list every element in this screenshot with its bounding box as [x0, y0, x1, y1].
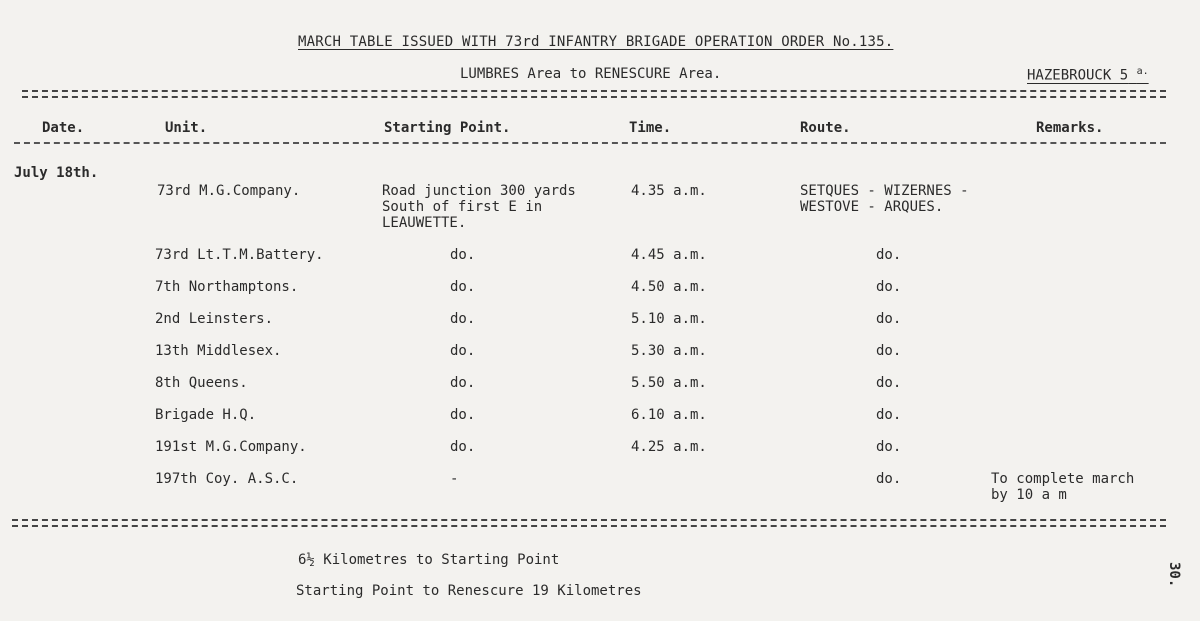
route-cell [800, 183, 969, 215]
remarks-line: To complete march [991, 471, 1135, 487]
route-cell: do. [876, 343, 902, 359]
header-starting-point: Starting Point. [384, 120, 511, 136]
time-cell: 4.35 a.m. [631, 183, 707, 199]
date-value: July 18th. [14, 165, 99, 181]
unit-cell: 191st M.G.Company. [155, 439, 307, 455]
unit-cell: 73rd Lt.T.M.Battery. [155, 247, 324, 263]
unit-cell: 2nd Leinsters. [155, 311, 274, 327]
header-rule [14, 142, 1166, 144]
unit-cell: Brigade H.Q. [155, 407, 257, 423]
map-reference [1027, 66, 1149, 84]
time-cell: 5.30 a.m. [631, 343, 707, 359]
page-number: 30. [1166, 562, 1182, 588]
starting-point-line: Road junction 300 yards [382, 183, 576, 199]
document-title: MARCH TABLE ISSUED WITH 73rd INFANTRY BRIGADE OPERATION ORDER No.135. [298, 34, 894, 50]
starting-point-cell: do. [450, 311, 476, 327]
footer-line-2: Starting Point to Renescure 19 Kilometres [296, 583, 642, 599]
route-cell: do. [876, 279, 902, 295]
time-cell: 6.10 a.m. [631, 407, 707, 423]
time-cell: 4.25 a.m. [631, 439, 707, 455]
starting-point-cell: - [450, 471, 459, 487]
route-cell: do. [876, 247, 902, 263]
route-line: SETQUES - WIZERNES - [800, 183, 969, 199]
unit-cell: 13th Middlesex. [155, 343, 282, 359]
starting-point-cell [382, 183, 576, 231]
starting-point-cell: do. [450, 343, 476, 359]
bottom-double-rule [12, 519, 1166, 527]
time-cell: 4.45 a.m. [631, 247, 707, 263]
route-line: WESTOVE - ARQUES. [800, 199, 944, 215]
route-cell: do. [876, 407, 902, 423]
remarks-cell [991, 471, 1134, 503]
starting-point-cell: do. [450, 407, 476, 423]
header-time: Time. [629, 120, 672, 136]
route-cell: do. [876, 375, 902, 391]
time-cell: 4.50 a.m. [631, 279, 707, 295]
unit-cell: 197th Coy. A.S.C. [155, 471, 299, 487]
starting-point-line: LEAUWETTE. [382, 215, 467, 231]
unit-cell: 7th Northamptons. [155, 279, 299, 295]
time-cell: 5.50 a.m. [631, 375, 707, 391]
starting-point-cell: do. [450, 279, 476, 295]
header-unit: Unit. [165, 120, 208, 136]
route-cell: do. [876, 439, 902, 455]
starting-point-cell: do. [450, 375, 476, 391]
document-subtitle: LUMBRES Area to RENESCURE Area. [460, 66, 722, 82]
header-route: Route. [800, 120, 851, 136]
header-remarks: Remarks. [1036, 120, 1104, 136]
map-reference-sup: a. [1136, 66, 1149, 77]
unit-cell: 73rd M.G.Company. [157, 183, 301, 199]
footer-line-1: 6½ Kilometres to Starting Point [298, 552, 560, 568]
top-double-rule [22, 90, 1166, 98]
unit-cell: 8th Queens. [155, 375, 248, 391]
starting-point-line: South of first E in [382, 199, 543, 215]
starting-point-cell: do. [450, 439, 476, 455]
map-reference-text: HAZEBROUCK 5 [1027, 67, 1129, 84]
header-date: Date. [42, 120, 85, 136]
remarks-line: by 10 a m [991, 487, 1067, 503]
route-cell: do. [876, 311, 902, 327]
time-cell: 5.10 a.m. [631, 311, 707, 327]
route-cell: do. [876, 471, 902, 487]
starting-point-cell: do. [450, 247, 476, 263]
